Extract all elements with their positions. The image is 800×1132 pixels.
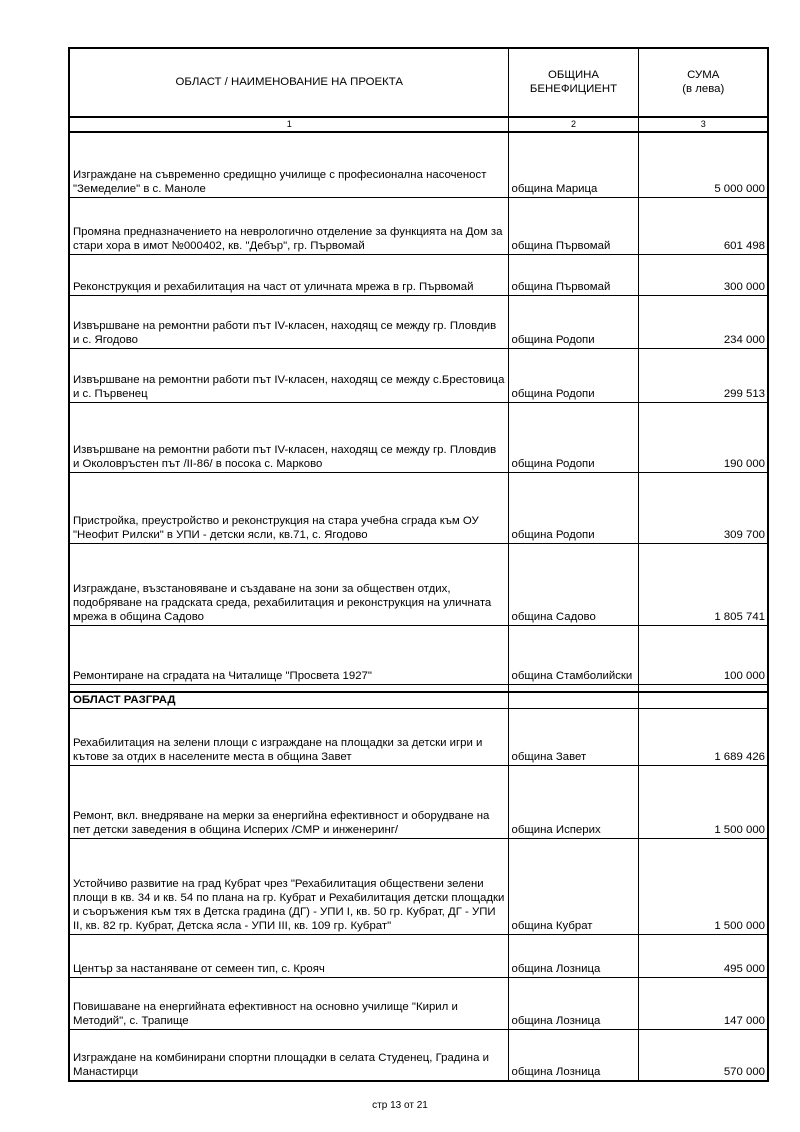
project-name-cell: Изграждане, възстановяване и създаване на зони за обществен отдих, подобряване на градската среда, рехабилитация и реконструкция на уличната мрежа в община Садово: [69, 543, 508, 625]
beneficiary-cell: община Исперих: [508, 766, 638, 839]
beneficiary-cell: община Марица: [508, 132, 638, 197]
beneficiary-cell: община Лозница: [508, 978, 638, 1030]
amount-cell: 309 700: [638, 472, 768, 543]
beneficiary-cell: община Завет: [508, 709, 638, 766]
amount-cell: 5 000 000: [638, 132, 768, 197]
beneficiary-cell: община Садово: [508, 543, 638, 625]
table-row: [69, 254, 768, 295]
beneficiary-cell: община Родопи: [508, 402, 638, 472]
table-row: [69, 709, 768, 766]
column-index-3: 3: [638, 117, 768, 132]
beneficiary-cell: община Стамболийски: [508, 625, 638, 684]
amount-cell: 234 000: [638, 295, 768, 348]
project-name-cell: Изграждане на комбинирани спортни площадки в селата Студенец, Градина и Манастирци: [69, 1030, 508, 1081]
region-header-row: [69, 692, 768, 709]
project-name-cell: Извършване на ремонтни работи път IV-класен, находящ се между гр. Пловдив и с. Ягодово: [69, 295, 508, 348]
project-name-cell: Рехабилитация на зелени площи с изграждане на площадки за детски игри и кътове за отдих в населените места в община Завет: [69, 709, 508, 766]
region-title: ОБЛАСТ РАЗГРАД: [69, 692, 508, 709]
beneficiary-cell: община Първомай: [508, 197, 638, 254]
beneficiary-cell: община Лозница: [508, 935, 638, 978]
spacer-row: [69, 684, 768, 692]
column-index-2: 2: [508, 117, 638, 132]
table-row: [69, 978, 768, 1030]
project-name-cell: Повишаване на енергийната ефективност на основно училище "Кирил и Методий", с. Трапище: [69, 978, 508, 1030]
table-row: [69, 295, 768, 348]
amount-cell: 299 513: [638, 348, 768, 402]
beneficiary-cell: община Лозница: [508, 1030, 638, 1081]
table-row: [69, 472, 768, 543]
amount-cell: 190 000: [638, 402, 768, 472]
project-name-cell: Център за настаняване от семеен тип, с. Крояч: [69, 935, 508, 978]
header-amount-line1: СУМА: [687, 69, 720, 81]
beneficiary-cell: община Първомай: [508, 254, 638, 295]
page-number: стр 13 от 21: [372, 1100, 428, 1111]
header-beneficiary: [508, 48, 638, 117]
amount-cell: 601 498: [638, 197, 768, 254]
table-row: [69, 1030, 768, 1081]
table-row: [69, 839, 768, 935]
amount-cell: 300 000: [638, 254, 768, 295]
project-name-cell: Пристройка, преустройство и реконструкция на стара учебна сграда към ОУ "Неофит Рилски" в УПИ - детски ясли, кв.71, с. Ягодово: [69, 472, 508, 543]
column-index-1: 1: [69, 117, 508, 132]
amount-cell: 147 000: [638, 978, 768, 1030]
project-name-cell: Ремонтиране на сградата на Читалище "Просвета 1927": [69, 625, 508, 684]
table-header-row: [69, 48, 768, 117]
header-beneficiary-line2: БЕНЕФИЦИЕНТ: [529, 83, 618, 95]
header-project-name: ОБЛАСТ / НАИМЕНОВАНИЕ НА ПРОЕКТА: [69, 48, 508, 117]
project-name-cell: Извършване на ремонтни работи път IV-класен, находящ се между гр. Пловдив и Околовръстен път /II-86/ в посока с. Марково: [69, 402, 508, 472]
beneficiary-cell: община Родопи: [508, 348, 638, 402]
header-beneficiary-line1: ОБЩИНА: [547, 69, 600, 81]
table-row: [69, 348, 768, 402]
amount-cell: 1 500 000: [638, 839, 768, 935]
amount-cell: 495 000: [638, 935, 768, 978]
beneficiary-cell: община Кубрат: [508, 839, 638, 935]
beneficiary-cell: община Родопи: [508, 295, 638, 348]
column-index-row: [69, 117, 768, 132]
amount-cell: 570 000: [638, 1030, 768, 1081]
project-name-cell: Извършване на ремонтни работи път IV-класен, находящ се между с.Брестовица и с. Първенец: [69, 348, 508, 402]
beneficiary-cell: община Родопи: [508, 472, 638, 543]
project-name-cell: Устойчиво развитие на град Кубрат чрез "Рехабилитация обществени зелени площи в кв. 34 и кв. 54 по плана на гр. Кубрат и Рехабилитация детски площадки и съоръжения към тях в Детска градина (ДГ) - УПИ I, кв. 50 гр. Кубрат, ДГ - УПИ II, кв. 82 гр. Кубрат, Детска ясла - УПИ III, кв. 109 гр. Кубрат": [69, 839, 508, 935]
project-name-cell: Реконструкция и рехабилитация на част от уличната мрежа в гр. Първомай: [69, 254, 508, 295]
amount-cell: 100 000: [638, 625, 768, 684]
table-row: [69, 543, 768, 625]
amount-cell: 1 689 426: [638, 709, 768, 766]
table-row: [69, 197, 768, 254]
project-name-cell: Промяна предназначението на неврологично отделение за функцията на Дом за стари хора в имот №000402, кв. "Дебър", гр. Първомай: [69, 197, 508, 254]
header-amount-line2: (в лева): [682, 83, 725, 95]
table-row: [69, 625, 768, 684]
projects-table: [68, 47, 769, 1082]
table-row: [69, 402, 768, 472]
project-name-cell: Изграждане на съвременно средищно училище с професионална насоченост "Земеделие" в с. Маноле: [69, 132, 508, 197]
table-row: [69, 935, 768, 978]
header-amount: [638, 48, 768, 117]
amount-cell: 1 805 741: [638, 543, 768, 625]
table-row: [69, 766, 768, 839]
project-name-cell: Ремонт, вкл. внедряване на мерки за енергийна ефективност и оборудване на пет детски заведения в община Исперих /СМР и инженеринг/: [69, 766, 508, 839]
table-row: [69, 132, 768, 197]
amount-cell: 1 500 000: [638, 766, 768, 839]
